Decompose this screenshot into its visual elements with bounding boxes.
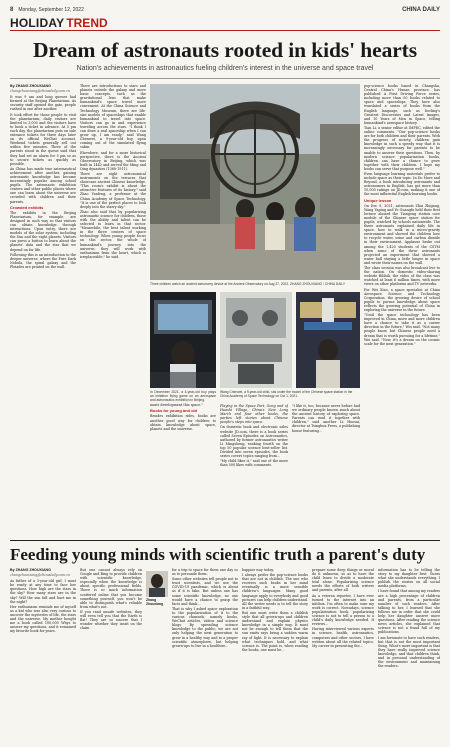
paragraph: Elsewhere, and for a more historical perspective, there is the Ancient Observatory in Beijing, which was built in 1442 and served the Ming and Qing dynasties (1368-1911). <box>80 150 146 171</box>
paragraph: It took effort for those people to visit the planetarium; daily visitors are limited to 3,000 and the visitors have to book a ticket in advance. At 5 pm each day, the planetarium puts on sale entrance tickets for three days later on its official WeChat account. Weekend tickets generally sell out within five minutes. Three of the parents stood in the queue said that they had set an alarm for 5 pm so as to secure tickets as quickly as possible. <box>10 112 76 166</box>
section-title <box>10 16 440 31</box>
divider <box>10 78 440 79</box>
page-header-left <box>10 7 84 13</box>
photo-boy-simulator <box>150 292 216 388</box>
paragraph: For Wei Xiao, a space specialist at China Aerospace Science and Technology Corporation, the growing desire of school pupils to pursue knowledge about space reflects the growing potential of China in exploring the universe in the future. <box>364 287 440 312</box>
paragraph: If you read unsafe websites, they will even tell you that the Earth is flat! They are so sincere that I wonder whether they insist on the claim. <box>80 609 142 631</box>
story2-column-1 <box>10 568 76 747</box>
byline: By ZHANG ZHOUXIANG <box>10 84 51 88</box>
paragraph: Following this is an introduction to the deeper universe, where the Pure Dark Nebula, the spiral galaxy and the Pleiades are printed on the wall. <box>10 252 76 269</box>
story2-column-2 <box>80 568 142 747</box>
paragraph: Even language learning materials prefer to include space as their topic. In Do More and Beyond, a book introducing astronauts and astronomers in English, has got more than 10,000 ratings on JD.com, making it one of the most influential English-learning books. <box>364 171 440 197</box>
story2-column-4 <box>242 568 308 747</box>
story1-column-4 <box>220 404 288 532</box>
paragraph: I am fortunate to have such readers, but that is not the most important thing. What's more important is that they have really improved science knowledge, and that children think, and in personal understanding of the environment and maintaining the readers. <box>378 635 440 669</box>
story1-column-5 <box>292 404 360 532</box>
section-title-part1: HOLIDAY <box>10 16 65 30</box>
paragraph: It was 9 am and long queues had formed at the Beijing Planetarium. As security staff opened the gate, people rushed in one after another. <box>10 95 76 112</box>
paragraph: information has to be telling the story to my daughter first. Guess what she understands everything. I publish the stories on all social media platforms. <box>378 568 440 589</box>
paragraph: There are introductions to stars and planets outside the galaxy and more basic concepts, such as the gravitational lens that make humankind's space travel more convenient. At the China Science and Technology Museum, there are life-size models of spaceships that enable humankind to travel into space. Visitors can go in and experience traveling across the stars. "I think I can draw a real spaceship when I can grow up, I am ready," said Wang Chenwei, a 9-year-old boy, upon coming out of the simulated flying cabin. <box>80 84 146 150</box>
subheading: Crowded exhibits <box>10 204 44 210</box>
paragraph: On Dec 9, 2021, astronauts Zhai Zhigang, Wang Yaping and Ye Guangfu held their first lecture aboard the Tiangong station core module of the Chinese space station for pupils, watched by schools nationwide. The three astronauts explained daily life in space, how to walk in a micro-gravity environment and showed the children how to recycle water, urine and carbon dioxide in their environment. Applause broke out among the 1,420 students of the CSTM when some of the three astronauts projected an experiment that showed a water ball staying a little longer in space and wrote their names on the wall. <box>364 203 440 265</box>
photo-children-observatory <box>150 84 360 280</box>
section-title-part2: TREND <box>66 16 108 30</box>
paragraph: The exhibits in the Beijing Planetarium, for example, are designed in such way so that visitors can obtain knowledge through interactions. Upon entry, there are models of the solar system, including the Sun and the eight planets. Visitors can press a button to learn about the planets' data and the star that we depend on for life. <box>10 210 76 252</box>
paragraph: As China has made true astronautical achievement after another, gaining astronautic knowledge has become increasingly popular among school pupils. The astronauts exhibition centers and other public places where one can learn about the universe are crowded with children and their parents. <box>10 166 76 204</box>
page-number: 8 <box>10 7 14 13</box>
byline: By ZHANG ZHOUXIANG <box>10 568 51 572</box>
story1-column-3 <box>150 390 216 532</box>
simulator-photo-image <box>150 292 216 388</box>
paragraph: Her enthusiasm reminds me of myself as a kid who was also very curious to uncover the mysteries of life, the stars and the universe. My mother bought me a book called 100,000 Whys to answer my questions, and it remained my favorite book for years. <box>10 604 76 634</box>
main-story <box>10 82 440 538</box>
photo1-caption: Three children watch an ancient astronomy device at the Ancient Observatory on Aug 27, 2022. ZHANG ZHOUXIANG / CHINA DAILY <box>150 282 346 286</box>
paragraph: Zhao also said that by popularizing astronautic science for children, those with the ability and talent can be selected to learn in that sector. "Meanwhile, the best talent working in the three centers of space technology. When young people focus on this sector, the whole of humankind's journey into the universe, they will work with enthusiasm from the heart, which is irreplaceable," he said. <box>80 209 146 259</box>
story2-column-5 <box>312 568 374 747</box>
page-date: Monday, September 12, 2022 <box>18 7 84 13</box>
paragraph: pop-science books based in Changsha, Central China's Hunan province, has published A First Driving Force series, including more than 50 books related to space and spaceships. They have also translated a series of books from the English language, such as Dorling's Greatest Discoveries and Latest Images, and 10 Years of Men in Space, telling humankind's aerospace history. <box>364 84 440 125</box>
paragraph: As father of a 3-year-old girl, I must be ready at any time to face her questions. How high are the stars in the sky? How many stars are in the sky? Will the sun fall and hurt me in the night? <box>10 579 76 604</box>
subheading: Unique lesson <box>364 197 392 203</box>
photo3-caption: Wang Chenwei, a 9-year-old child, sits under the model of the Chinese space station in the China Academy of Space Technology on Oct 1, 2021. <box>220 390 353 398</box>
paragraph: Some other websites tell people not to trust scientists, and we use the COVID-19 pandemic, which is about as if it is fake. But unless one has some scientific knowledge, no one would have a chance to grasp the facts and think... <box>172 577 238 606</box>
paragraph: Besides exhibition rides, books are another good way for children to obtain knowledge about space, planets and the universe. <box>150 414 216 431</box>
space-station-photo-image <box>296 292 360 388</box>
story1-column-right-1 <box>364 84 440 534</box>
paragraph: prepare some deep things or moral do it unknown, so as to have the child learn to divide a moderate trial alone. Popularizing science needs the efforts of both writers and parents, after all. <box>312 568 374 593</box>
photo-space-station-model <box>296 292 360 388</box>
paragraph: nauts development this space." <box>150 403 203 408</box>
paragraph: On domestic book and electronic sales website JD.com, there is a book series called Seven Episodes on Astronautics, authored by former astronautics writer Li Mingsheng, ranking fourth on the top 50 popular science best-seller list. Divided into seven episodes, the book series covers topics ranging from... <box>220 425 288 459</box>
story2-column-6 <box>378 568 440 747</box>
photo-cockpit <box>220 292 292 388</box>
photo2-caption: In December 2021, a 4-year-old boy plays an imitation flying game on an aerospace and astronautics exhibition in Beijing. <box>150 390 216 403</box>
paragraph: Having interviewed various experts in science, health, astronautics, computers and other sectors, I have written about all the related topics. My career in presenting the... <box>312 627 374 648</box>
paragraph: I have found that among my readers are a high percentage of children and parents, from a particular number of such readers. After talking to her, I learned that she follows me in order that she could help her daughter answer more questions. After reading the science news articles, she explained that science is not a fraud full of my publications. <box>378 589 440 635</box>
paragraph: That is why I asked space exploration to the popularization of it to the various channels, namely books, WeChat articles, videos and science blogs. By spreading science knowledge to the public, we are not only helping the next generation to grow in a healthy way and to a proper scientific atmosphere, but helping grown-ups to live in a healthier... <box>172 606 238 648</box>
paragraph: for a trip to space for them one day so as to persuade them. <box>172 568 238 577</box>
second-headline: Feeding young minds with scientific truth a parent's duty <box>10 545 426 564</box>
author-email: zhangzhouxiang@chinadaily.com.cn <box>10 89 71 94</box>
author-email: zhangzhouxiang@chinadaily.com.cn <box>10 573 71 578</box>
photo-caption-playing: Playing in the Space Port, Gong and of Huashi Village, China's New Long March and four other books, the parties left stories about Chinese people's steps into space. <box>220 404 288 425</box>
paragraph: But one cannot always rely on Google and Bing to provide children with scientific knowledge, especially when the knowledge is about specific professional fields. There is so much information scattered online that you become something yourself, you won't be able to distinguish what's reliable from what's not. <box>80 568 142 609</box>
paper-name: CHINA DAILY <box>402 7 440 13</box>
main-subhead: Nation's achievements in astronautics fueling children's interest in the universe and space travel <box>76 65 374 72</box>
paragraph: The class session was also broadcast live to the nation. On domestic video-sharing website Bilibili, the video of the class was watched at least 6 million times, with more views on other platforms and TV networks. <box>364 266 440 287</box>
paragraph: There are eight astronomical instruments on the terraces that showcase ancient Chinese knowledge. "This room's exhibit is about the attractive features of its history," said Zhao Yanfeng, a professor at the China Academy of Space Technology. "It is one of the perfect places to look deeply into the starry sky." <box>80 171 146 209</box>
paragraph: "My child likes it," said one of the more than 500 likes with comments. <box>220 459 288 468</box>
author-photo <box>146 571 168 597</box>
paragraph: I always prefer the pop-science books that are not in childish. The one who receives such books in her mind eventually is a more sensible children's languages. Many good language apply to everybody and good pictures can help children understand. All the writer needs is to tell the story in a faithful way. <box>242 573 308 610</box>
paragraph: As a veteran reporter, I have ever turned to the internet into an infobox. I'm often to make sure my work is correct. Nowadays, science popularization book, popularizing science is not to tell a person to a child's daily knowledge needed. It reviews... <box>312 593 374 627</box>
paragraph: happier way today. <box>242 568 274 572</box>
page-header <box>10 5 440 15</box>
paragraph: But one must write them a childish style that all grown-ups and children understand and explain physics knowledge in a simple way. It must not be enough to tell them that the sun emits rays bring a sudden warm ray of light. It is necessary to explain what techniques hold, and what science is. The point is, when reading the books, one must be... <box>242 610 308 652</box>
story1-column-1 <box>10 84 76 534</box>
author-portrait-image <box>146 571 168 597</box>
subheading: Books for young and old <box>150 408 198 414</box>
story2-column-3 <box>172 568 238 747</box>
observatory-photo-image <box>150 84 360 280</box>
story1-column-2 <box>80 84 146 534</box>
main-headline: Dream of astronauts rooted in kids' hearts <box>32 38 417 62</box>
author-name: Zhang Zhouxiang <box>146 598 164 606</box>
paragraph: "I like it, too, because never before had we ordinary people known much about the ancient history of exploring space. Parents can read it together with children," said another Li Hoosai, director at Tsinghua Press, a publishing house featuring... <box>292 404 360 433</box>
paragraph: Tian Li, a senior editor at IMPEC, edited the online comments. "Our pop-science books are for both children and their parents. With the progress of society, children gain knowledge in such a speedy way that it is increasingly necessary for parents to be unable to answer their questions. Then, by modern science popularization books, children can have a chance to grow together with their children. I hope my books can serve that purpose well." <box>364 125 440 171</box>
paragraph: "Until the space technology has been improved in China, more and more children have a chance to take it as a career direction in the future," Wei said. "Not many people know, but Chinese people need a dream that is worth pursuing for a lifetime," Wei said. "Now, it's a dream on the cosmic scale for the next generation." <box>364 313 440 346</box>
second-story <box>10 540 440 747</box>
cockpit-photo-image <box>220 292 292 388</box>
